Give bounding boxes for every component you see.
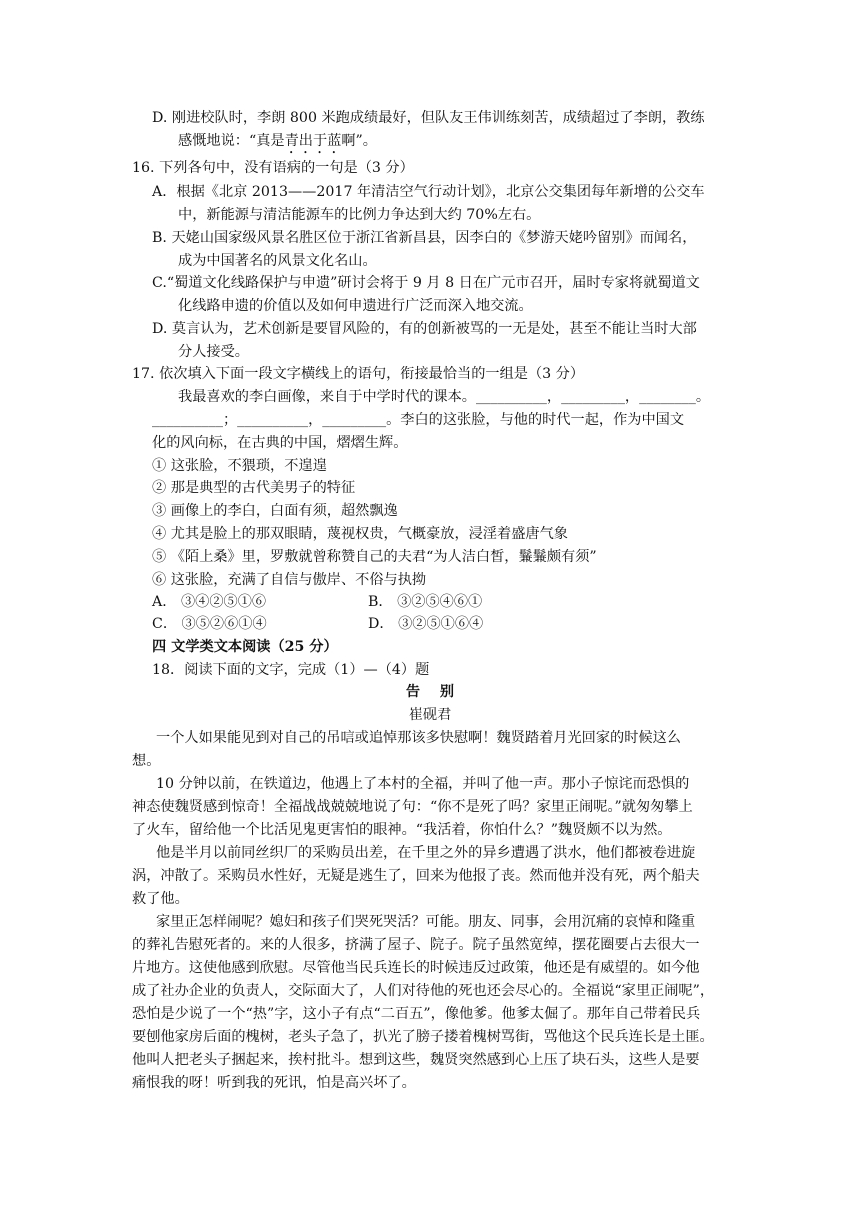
q17-answer-a: A． ③④②⑤①⑥ — [152, 594, 267, 610]
q17-sentence-2: ② 那是典型的古代美男子的特征 — [152, 480, 356, 496]
article-para4-line1: 家里正怎样闹呢？媳妇和孩子们哭死哭活？可能。朋友、同事，会用沉痛的哀悼和隆重 — [156, 914, 696, 930]
q16-option-a-line1: A．根据《北京 2013——2017 年清洁空气行动计划》，北京公交集团每年新增的公交车 — [152, 184, 705, 200]
article-para1-line1: 一个人如果能见到对自己的吊唁或追悼那该多快慰啊！魏贤踏着月光回家的时候这么 — [156, 730, 681, 746]
q17-passage-line1: 我最喜欢的李白画像，来自于中学时代的课本。__________，_________，________。 — [178, 389, 711, 405]
article-para4-line7: 他叫人把老头子捆起来，挨村批斗。想到这些，魏贤突然感到心上压了块石头，这些人是要 — [132, 1052, 700, 1068]
article-para4-line3: 片地方。这使他感到欣慰。尽管他当民兵连长的时候违反过政策，他还是有威望的。如今他 — [132, 960, 700, 976]
q17-sentence-1: ① 这张脸，不猥琐，不遑遑 — [152, 458, 327, 474]
article-para3-line3: 救了他。 — [132, 891, 189, 907]
q17-answer-d: D． ③②⑤①⑥④ — [368, 616, 484, 632]
article-para3-line1: 他是半月以前同丝织厂的采购员出差，在千里之外的异乡遭遇了洪水，他们都被卷进旋 — [156, 845, 696, 861]
article-title: 告 别 — [405, 684, 455, 700]
q16-option-b-line2: 成为中国著名的风景文化名山。 — [178, 253, 377, 269]
q16-option-d-line2: 分人接受。 — [178, 344, 249, 360]
q15-emphasized-idiom: 青出于蓝 — [284, 133, 342, 149]
q15-option-d-text: 感慨地说：“真是 — [178, 133, 285, 149]
q18-stem: 18．阅读下面的文字，完成（1）—（4）题 — [152, 662, 430, 678]
q15-option-d-end: 啊”。 — [341, 133, 377, 149]
article-para4-line2: 的葬礼告慰死者的。来的人很多，挤满了屋子、院子。院子虽然宽绰，摆花圈要占去很大一 — [132, 937, 700, 953]
q17-sentence-5: ⑤ 《陌上桑》里，罗敷就曾称赞自己的夫君“为人洁白皙，鬑鬑颇有须” — [152, 549, 597, 565]
q17-answer-b: B． ③②⑤④⑥① — [368, 594, 483, 610]
q17-sentence-3: ③ 画像上的李白，白面有须，超然飘逸 — [152, 503, 398, 519]
q17-passage-line2: __________；__________，_________。李白的这张脸，与他的时代一起，作为中国文 — [152, 412, 685, 428]
article-para2-line1: 10 分钟以前，在铁道边，他遇上了本村的全福，并叫了他一声。那小子惊诧而恐惧的 — [156, 776, 690, 792]
article-para3-line2: 涡，冲散了。采购员水性好，无疑是逃生了，回来为他报了丧。然而他并没有死，两个船夫 — [132, 868, 700, 884]
q15-option-d-line1: D. 刚进校队时，李朗 800 米跑成绩最好，但队友王伟训练刻苦，成绩超过了李朗，教练 — [152, 110, 705, 126]
q16-option-b-line1: B. 天姥山国家级风景名胜区位于浙江省新昌县，因李白的《梦游天姥吟留别》而闻名， — [152, 230, 697, 246]
article-para4-line4: 成了社办企业的负责人，交际面大了，人们对待他的死也还会尽心的。全福说“家里正闹呢”， — [132, 983, 715, 999]
q16-option-a-line2: 中，新能源与清洁能源车的比例力争达到大约 70%左右。 — [178, 207, 541, 223]
article-para4-line6: 要刨他家房后面的槐树，老头子急了，扒光了膀子搂着槐树骂街，骂他这个民兵连长是土匪。 — [132, 1029, 714, 1045]
article-author: 崔砚君 — [408, 707, 452, 723]
q17-answer-c: C． ③⑤②⑥①④ — [152, 616, 267, 632]
q16-stem: 16. 下列各句中，没有语病的一句是（3 分） — [132, 160, 414, 176]
q17-sentence-4: ④ 尤其是脸上的那双眼睛，蔑视权贵，气概豪放，浸淫着盛唐气象 — [152, 526, 568, 542]
q16-option-c-line1: C.“蜀道文化线路保护与申遗”研讨会将于 9 月 8 日在广元市召开，届时专家将就蜀道文 — [152, 275, 700, 291]
q17-stem: 17. 依次填入下面一段文字横线上的语句，衔接最恰当的一组是（3 分） — [132, 366, 585, 382]
article-para4-line5: 恐怕是少说了一个“热”字，这小子有点“二百五”，像他爹。他爹太倔了。那年自己带着民兵 — [132, 1006, 701, 1022]
q16-option-d-line1: D. 莫言认为，艺术创新是要冒风险的，有的创新被骂的一无是处，甚至不能让当时大部 — [152, 321, 697, 337]
article-para4-line8: 痛恨我的呀！听到我的死讯，怕是高兴坏了。 — [132, 1075, 416, 1091]
article-para1-line2: 想。 — [132, 753, 161, 769]
q16-option-c-line2: 化线路申遗的价值以及如何申遗进行广泛而深入地交流。 — [178, 298, 533, 314]
q17-passage-line3: 化的风向标，在古典的中国，熠熠生辉。 — [152, 435, 408, 451]
q15-option-d-line2 — [178, 131, 377, 157]
q17-sentence-6: ⑥ 这张脸，充满了自信与傲岸、不俗与执拗 — [152, 572, 427, 588]
section-heading: 四 文学类文本阅读（25 分） — [152, 639, 338, 655]
article-para2-line2: 神态使魏贤感到惊奇！全福战战兢兢地说了句：“你不是死了吗？家里正闹呢。”就匆匆攀上 — [132, 799, 693, 815]
article-para2-line3: 了火车，留给他一个比活见鬼更害怕的眼神。“我活着，你怕什么？”魏贤颇不以为然。 — [132, 822, 672, 838]
